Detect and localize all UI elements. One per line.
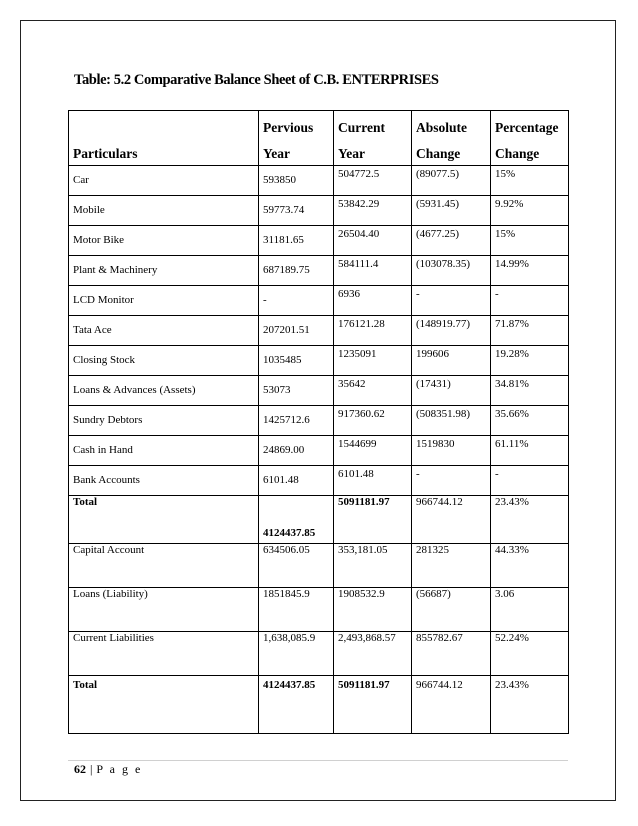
table-row	[69, 588, 569, 632]
footer-separator: |	[90, 762, 93, 776]
cell-particular: Bank Accounts	[69, 466, 259, 496]
cell-previous: 24869.00	[259, 436, 334, 466]
cell-particular: Tata Ace	[69, 316, 259, 346]
table-row	[69, 256, 569, 286]
cell-total-current: 5091181.97	[334, 676, 412, 734]
cell-particular: Motor Bike	[69, 226, 259, 256]
cell-total-percentage: 23.43%	[491, 496, 569, 544]
header-previous-year: Pervious Year	[259, 111, 334, 166]
table-row	[69, 544, 569, 588]
cell-total-percentage: 23.43%	[491, 676, 569, 734]
cell-previous: 634506.05	[259, 544, 334, 588]
cell-absolute: 199606	[412, 346, 491, 376]
cell-absolute: (103078.35)	[412, 256, 491, 286]
assets-total-row	[69, 496, 569, 544]
cell-percentage: 3.06	[491, 588, 569, 632]
cell-percentage: 19.28%	[491, 346, 569, 376]
cell-particular: Mobile	[69, 196, 259, 226]
cell-percentage: 71.87%	[491, 316, 569, 346]
cell-percentage: 15%	[491, 226, 569, 256]
cell-percentage: 15%	[491, 166, 569, 196]
cell-absolute: (5931.45)	[412, 196, 491, 226]
page-number: 62	[74, 762, 86, 776]
cell-percentage: 9.92%	[491, 196, 569, 226]
comparative-balance-sheet-table	[68, 110, 569, 734]
cell-total-absolute: 966744.12	[412, 676, 491, 734]
cell-absolute: 281325	[412, 544, 491, 588]
cell-previous: -	[259, 286, 334, 316]
table-row	[69, 436, 569, 466]
cell-previous: 1851845.9	[259, 588, 334, 632]
cell-absolute: (148919.77)	[412, 316, 491, 346]
cell-absolute: (4677.25)	[412, 226, 491, 256]
cell-percentage: -	[491, 286, 569, 316]
table-row	[69, 466, 569, 496]
cell-previous: 1425712.6	[259, 406, 334, 436]
cell-particular: Loans & Advances (Assets)	[69, 376, 259, 406]
cell-total-current: 5091181.97	[334, 496, 412, 544]
cell-current: 6936	[334, 286, 412, 316]
cell-current: 1544699	[334, 436, 412, 466]
table-title: Table: 5.2 Comparative Balance Sheet of C.B. ENTERPRISES	[74, 72, 439, 88]
cell-current: 26504.40	[334, 226, 412, 256]
cell-previous: 1,638,085.9	[259, 632, 334, 676]
cell-previous: 207201.51	[259, 316, 334, 346]
cell-absolute: (56687)	[412, 588, 491, 632]
cell-total-label: Total	[69, 676, 259, 734]
cell-percentage: 61.11%	[491, 436, 569, 466]
liabilities-total-row	[69, 676, 569, 734]
table-header-row	[69, 111, 569, 166]
cell-percentage: 44.33%	[491, 544, 569, 588]
header-current-year: Current Year	[334, 111, 412, 166]
cell-absolute: 1519830	[412, 436, 491, 466]
cell-particular: Loans (Liability)	[69, 588, 259, 632]
cell-percentage: 35.66%	[491, 406, 569, 436]
cell-previous: 31181.65	[259, 226, 334, 256]
cell-current: 917360.62	[334, 406, 412, 436]
cell-particular: Sundry Debtors	[69, 406, 259, 436]
cell-total-label: Total	[69, 496, 259, 544]
cell-absolute: -	[412, 286, 491, 316]
cell-particular: Closing Stock	[69, 346, 259, 376]
cell-previous: 593850	[259, 166, 334, 196]
cell-percentage: 34.81%	[491, 376, 569, 406]
page-footer	[74, 762, 142, 777]
cell-previous: 6101.48	[259, 466, 334, 496]
header-percentage-change: Percentage Change	[491, 111, 569, 166]
cell-previous: 1035485	[259, 346, 334, 376]
cell-total-previous: 4124437.85	[259, 496, 334, 544]
cell-current: 1908532.9	[334, 588, 412, 632]
table-row	[69, 226, 569, 256]
table-row	[69, 166, 569, 196]
cell-total-absolute: 966744.12	[412, 496, 491, 544]
cell-previous: 53073	[259, 376, 334, 406]
cell-previous: 687189.75	[259, 256, 334, 286]
cell-absolute: (17431)	[412, 376, 491, 406]
header-absolute-change: Absolute Change	[412, 111, 491, 166]
cell-particular: Plant & Machinery	[69, 256, 259, 286]
cell-current: 6101.48	[334, 466, 412, 496]
cell-absolute: -	[412, 466, 491, 496]
cell-particular: Car	[69, 166, 259, 196]
cell-previous: 59773.74	[259, 196, 334, 226]
cell-current: 353,181.05	[334, 544, 412, 588]
cell-particular: Cash in Hand	[69, 436, 259, 466]
table-row	[69, 346, 569, 376]
page-label: P a g e	[96, 762, 143, 776]
cell-total-previous: 4124437.85	[259, 676, 334, 734]
cell-percentage: 14.99%	[491, 256, 569, 286]
cell-current: 176121.28	[334, 316, 412, 346]
cell-absolute: 855782.67	[412, 632, 491, 676]
cell-percentage: 52.24%	[491, 632, 569, 676]
header-particulars: Particulars	[69, 111, 259, 166]
cell-particular: Capital Account	[69, 544, 259, 588]
cell-current: 53842.29	[334, 196, 412, 226]
table-row	[69, 632, 569, 676]
footer-divider	[68, 760, 568, 761]
cell-particular: Current Liabilities	[69, 632, 259, 676]
table-row	[69, 316, 569, 346]
table-row	[69, 406, 569, 436]
cell-current: 1235091	[334, 346, 412, 376]
cell-current: 504772.5	[334, 166, 412, 196]
cell-current: 35642	[334, 376, 412, 406]
table-row	[69, 196, 569, 226]
table-row	[69, 286, 569, 316]
cell-absolute: (89077.5)	[412, 166, 491, 196]
cell-current: 2,493,868.57	[334, 632, 412, 676]
table-row	[69, 376, 569, 406]
cell-absolute: (508351.98)	[412, 406, 491, 436]
cell-particular: LCD Monitor	[69, 286, 259, 316]
cell-percentage: -	[491, 466, 569, 496]
cell-current: 584111.4	[334, 256, 412, 286]
